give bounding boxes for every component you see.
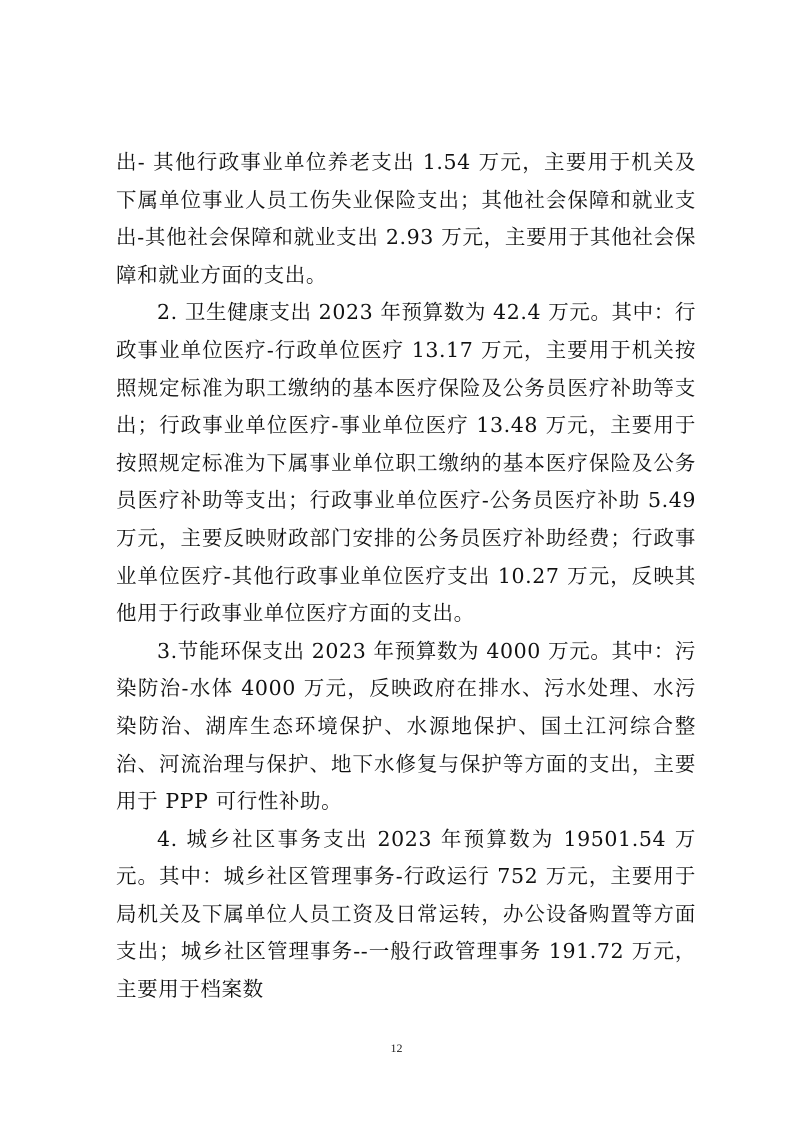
paragraph-environment-expenditure: 3.节能环保支出 2023 年预算数为 4000 万元。其中：污染防治-水体 4000 万元，反映政府在排水、污水处理、水污染防治、湖库生态环境保护、水源地保护、国土江河综合整治、河流治理与保护、地下水修复与保护等方面的支出，主要用于 PPP 可行性补助。 <box>116 638 696 814</box>
paragraph-health-expenditure: 2. 卫生健康支出 2023 年预算数为 42.4 万元。其中：行政事业单位医疗-行政单位医疗 13.17 万元，主要用于机关按照规定标准为职工缴纳的基本医疗保险及公务员医疗补助等支出；行政事业单位医疗-事业单位医疗 13.48 万元，主要用于按照规定标准为下属事业单位职工缴纳的基本医疗保险及公务员医疗补助等支出；行政事业单位医疗-公务员医疗补助 5.49 万元，主要反映财政部门安排的公务员医疗补助经费；行政事业单位医疗-其他行政事业单位医疗支出 10.27 万元，反映其他用于行政事业单位医疗方面的支出。 <box>116 300 696 626</box>
paragraph-pension-continuation: 出- 其他行政事业单位养老支出 1.54 万元，主要用于机关及下属单位事业人员工伤失业保险支出；其他社会保障和就业支出-其他社会保障和就业支出 2.93 万元，主要用于其他社会保障和就业方面的支出。 <box>116 150 696 287</box>
paragraph-community-expenditure: 4. 城乡社区事务支出 2023 年预算数为 19501.54 万元。其中：城乡社区管理事务-行政运行 752 万元，主要用于局机关及下属单位人员工资及日常运转，办公设备购置等方面支出；城乡社区管理事务--一般行政管理事务 191.72 万元，主要用于档案数 <box>116 826 696 1002</box>
body-text <box>116 144 696 1009</box>
page-number: 12 <box>390 1041 403 1055</box>
